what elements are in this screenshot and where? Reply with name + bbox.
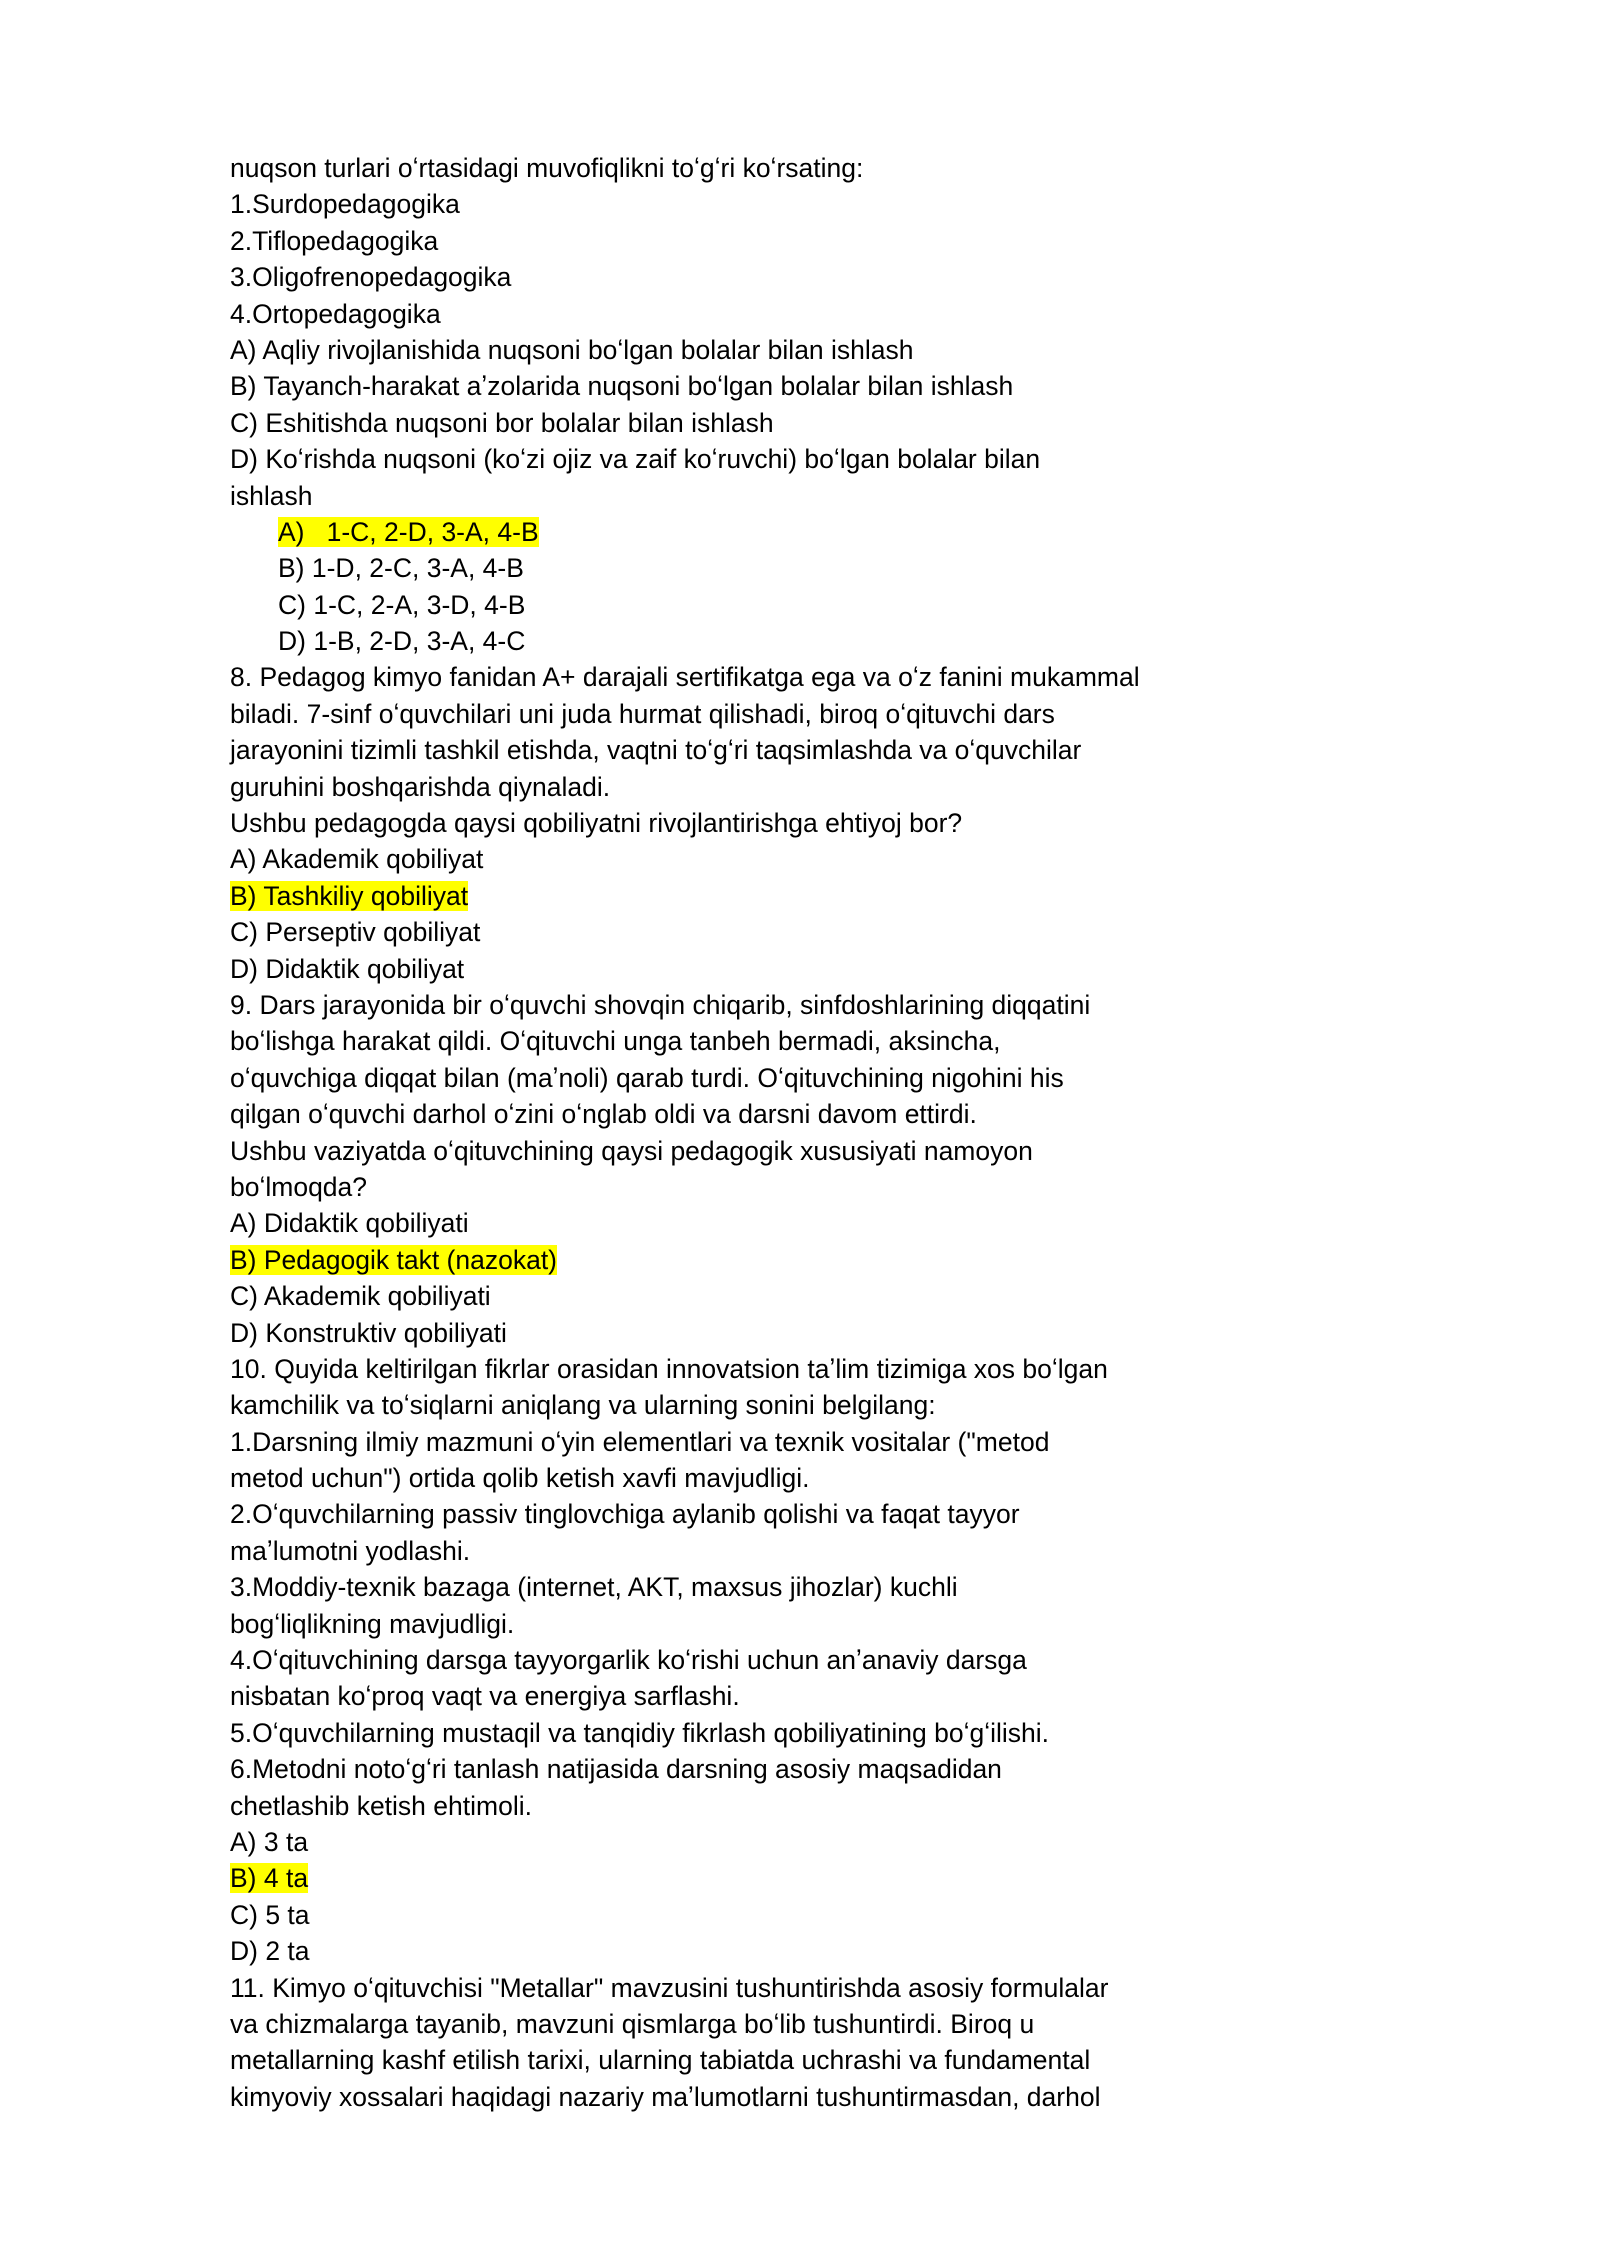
- highlighted-text: B) Pedagogik takt (nazokat): [230, 1244, 558, 1275]
- text-line: [230, 587, 1390, 623]
- text-line: [230, 1133, 1390, 1169]
- document-page: [230, 150, 1390, 2115]
- text-line: [230, 1533, 1390, 1569]
- line-text: B) 1-D, 2-C, 3-A, 4-B: [278, 553, 524, 584]
- text-line: [230, 1424, 1390, 1460]
- text-line: [230, 1970, 1390, 2006]
- text-line: [230, 441, 1390, 477]
- text-line: [230, 1642, 1390, 1678]
- line-text: nisbatan koʻproq vaqt va energiya sarflashi.: [230, 1681, 740, 1712]
- text-line: [230, 1788, 1390, 1824]
- text-line: [230, 1278, 1390, 1314]
- line-text: kimyoviy xossalari haqidagi nazariy maʼlumotlarni tushuntirmasdan, darhol: [230, 2081, 1101, 2112]
- line-text: D) Didaktik qobiliyat: [230, 953, 465, 984]
- text-line: [230, 550, 1390, 586]
- line-text: 3.Oligofrenopedagogika: [230, 262, 512, 293]
- text-line: [230, 368, 1390, 404]
- line-text: D) Konstruktiv qobiliyati: [230, 1317, 507, 1348]
- line-text: 1.Surdopedagogika: [230, 189, 460, 220]
- line-text: A) Didaktik qobiliyati: [230, 1208, 469, 1239]
- line-text: chetlashib ketish ehtimoli.: [230, 1790, 532, 1821]
- text-line: [230, 1387, 1390, 1423]
- text-line: [230, 405, 1390, 441]
- line-text: nuqson turlari oʻrtasidagi muvofiqlikni toʻgʻri koʻrsating:: [230, 153, 864, 183]
- text-line: [230, 914, 1390, 950]
- text-line: [230, 1351, 1390, 1387]
- text-line: [230, 259, 1390, 295]
- line-text: qilgan oʻquvchi darhol oʻzini oʻnglab oldi va darsni davom ettirdi.: [230, 1099, 977, 1130]
- line-text: 9. Dars jarayonida bir oʻquvchi shovqin chiqarib, sinfdoshlarining diqqatini: [230, 989, 1091, 1020]
- line-text: 11. Kimyo oʻqituvchisi "Metallar" mavzusini tushuntirishda asosiy formulalar: [230, 1972, 1109, 2003]
- line-text: ishlash: [230, 480, 313, 511]
- text-line: [230, 2006, 1390, 2042]
- line-text: 6.Metodni notoʻgʻri tanlash natijasida darsning asosiy maqsadidan: [230, 1754, 1002, 1785]
- highlighted-answer-line: [230, 1860, 1390, 1896]
- line-text: boʻlmoqda?: [230, 1171, 368, 1202]
- line-text: guruhini boshqarishda qiynaladi.: [230, 771, 611, 802]
- line-text: D) 2 ta: [230, 1936, 310, 1967]
- line-text: A) Aqliy rivojlanishida nuqsoni boʻlgan bolalar bilan ishlash: [230, 334, 914, 365]
- text-line: [230, 332, 1390, 368]
- text-line: [230, 1496, 1390, 1532]
- text-line: [230, 696, 1390, 732]
- line-text: 4.Ortopedagogika: [230, 298, 441, 329]
- line-text: biladi. 7-sinf oʻquvchilari uni juda hurmat qilishadi, biroq oʻqituvchi dars: [230, 698, 1055, 729]
- line-text: C) Perseptiv qobiliyat: [230, 917, 481, 948]
- text-line: [230, 841, 1390, 877]
- line-text: kamchilik va toʻsiqlarni aniqlang va ularning sonini belgilang:: [230, 1390, 936, 1421]
- line-text: metod uchun") ortida qolib ketish xavfi mavjudligi.: [230, 1463, 810, 1494]
- line-text: 2.Oʻquvchilarning passiv tinglovchiga aylanib qolishi va faqat tayyor: [230, 1499, 1020, 1530]
- text-line: [230, 1060, 1390, 1096]
- line-text: D) 1-B, 2-D, 3-A, 4-C: [278, 626, 526, 657]
- line-text: A) 3 ta: [230, 1826, 309, 1857]
- text-line: [230, 1715, 1390, 1751]
- text-line: [230, 1205, 1390, 1241]
- text-line: [230, 951, 1390, 987]
- text-line: [230, 186, 1390, 222]
- text-line: [230, 1460, 1390, 1496]
- text-line: [230, 1933, 1390, 1969]
- text-line: [230, 805, 1390, 841]
- text-line: [230, 2079, 1390, 2115]
- text-line: [230, 732, 1390, 768]
- line-text: C) Eshitishda nuqsoni bor bolalar bilan ishlash: [230, 407, 774, 438]
- line-text: C) Akademik qobiliyati: [230, 1281, 491, 1312]
- text-line: [230, 1897, 1390, 1933]
- text-line: [230, 1023, 1390, 1059]
- highlighted-text: A) 1-C, 2-D, 3-A, 4-B: [278, 516, 539, 547]
- highlighted-answer-line: [230, 1242, 1390, 1278]
- line-text: maʼlumotni yodlashi.: [230, 1535, 471, 1566]
- line-text: 10. Quyida keltirilgan fikrlar orasidan innovatsion taʼlim tizimiga xos boʻlgan: [230, 1353, 1108, 1384]
- text-line: [230, 1678, 1390, 1714]
- line-text: Ushbu pedagogda qaysi qobiliyatni rivojlantirishga ehtiyoj bor?: [230, 808, 963, 839]
- line-text: 1.Darsning ilmiy mazmuni oʻyin elementlari va texnik vositalar ("metod: [230, 1426, 1050, 1457]
- line-text: boʻlishga harakat qildi. Oʻqituvchi unga tanbeh bermadi, aksincha,: [230, 1026, 1001, 1057]
- text-line: [230, 150, 1390, 186]
- text-line: [230, 1824, 1390, 1860]
- text-line: [230, 623, 1390, 659]
- line-text: 2.Tiflopedagogika: [230, 225, 439, 256]
- line-text: bogʻliqlikning mavjudligi.: [230, 1608, 515, 1639]
- line-text: D) Koʻrishda nuqsoni (koʻzi ojiz va zaif koʻruvchi) boʻlgan bolalar bilan: [230, 444, 1041, 475]
- line-text: Ushbu vaziyatda oʻqituvchining qaysi pedagogik xususiyati namoyon: [230, 1135, 1033, 1166]
- text-line: [230, 987, 1390, 1023]
- line-text: 4.Oʻqituvchining darsga tayyorgarlik koʻrishi uchun anʼanaviy darsga: [230, 1645, 1027, 1676]
- line-text: oʻquvchiga diqqat bilan (maʼnoli) qarab turdi. Oʻqituvchining nigohini his: [230, 1062, 1064, 1093]
- highlighted-text: B) Tashkiliy qobiliyat: [230, 880, 469, 911]
- line-text: va chizmalarga tayanib, mavzuni qismlarga boʻlib tushuntirdi. Biroq u: [230, 2008, 1035, 2039]
- text-line: [230, 1569, 1390, 1605]
- line-text: 8. Pedagog kimyo fanidan A+ darajali sertifikatga ega va oʻz fanini mukammal: [230, 662, 1140, 693]
- text-line: [230, 1169, 1390, 1205]
- line-text: C) 1-C, 2-A, 3-D, 4-B: [278, 589, 526, 620]
- line-text: 3.Moddiy-texnik bazaga (internet, AKT, maxsus jihozlar) kuchli: [230, 1572, 958, 1603]
- line-text: C) 5 ta: [230, 1899, 310, 1930]
- text-line: [230, 1606, 1390, 1642]
- text-line: [230, 1096, 1390, 1132]
- line-text: A) Akademik qobiliyat: [230, 844, 484, 875]
- text-line: [230, 1315, 1390, 1351]
- highlighted-answer-line: [230, 878, 1390, 914]
- highlighted-text: B) 4 ta: [230, 1863, 309, 1894]
- line-text: 5.Oʻquvchilarning mustaqil va tanqidiy fikrlash qobiliyatining boʻgʻilishi.: [230, 1717, 1049, 1748]
- text-line: [230, 478, 1390, 514]
- text-line: [230, 769, 1390, 805]
- text-line: [230, 296, 1390, 332]
- text-line: [230, 659, 1390, 695]
- text-line: [230, 223, 1390, 259]
- line-text: metallarning kashf etilish tarixi, ularning tabiatda uchrashi va fundamental: [230, 2045, 1091, 2076]
- line-text: jarayonini tizimli tashkil etishda, vaqtni toʻgʻri taqsimlashda va oʻquvchilar: [230, 735, 1082, 766]
- text-line: [230, 1751, 1390, 1787]
- highlighted-answer-line: [230, 514, 1390, 550]
- text-line: [230, 2042, 1390, 2078]
- line-text: B) Tayanch-harakat aʼzolarida nuqsoni boʻlgan bolalar bilan ishlash: [230, 371, 1014, 402]
